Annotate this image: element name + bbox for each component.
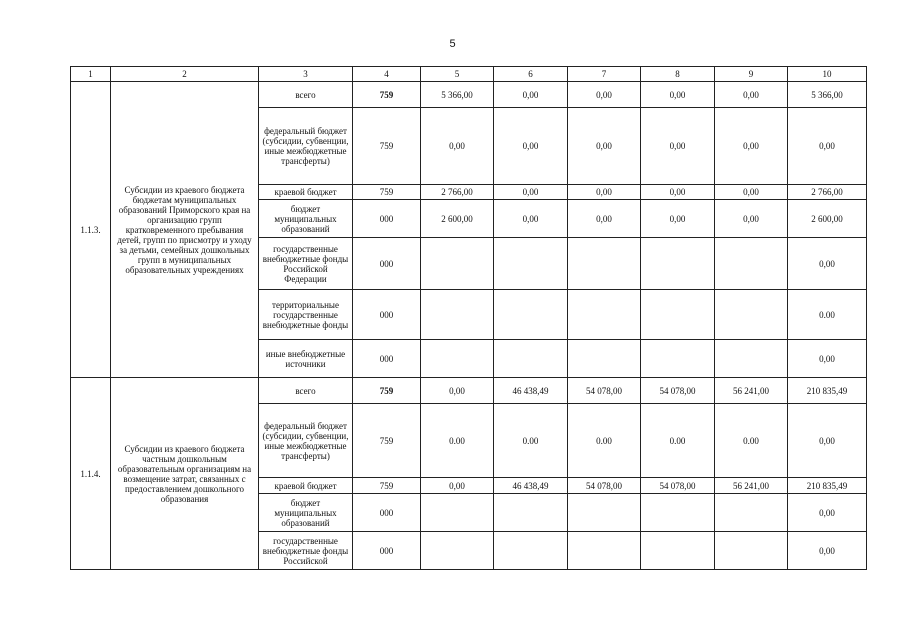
source-cell: иные внебюджетные источники xyxy=(259,340,353,378)
value-cell: 0,00 xyxy=(421,378,494,404)
value-cell: 2 600,00 xyxy=(788,200,867,238)
code-cell: 759 xyxy=(353,478,421,494)
source-cell: всего xyxy=(259,378,353,404)
value-cell: 0,00 xyxy=(568,200,641,238)
value-cell: 46 438,49 xyxy=(494,478,568,494)
value-cell: 0,00 xyxy=(788,404,867,478)
value-cell xyxy=(421,494,494,532)
value-cell: 0.00 xyxy=(568,404,641,478)
value-cell xyxy=(568,494,641,532)
value-cell: 2 766,00 xyxy=(421,185,494,200)
source-cell: бюджет муниципальных образований xyxy=(259,494,353,532)
code-cell: 759 xyxy=(353,185,421,200)
value-cell: 210 835,49 xyxy=(788,378,867,404)
value-cell: 0,00 xyxy=(421,108,494,185)
header-row xyxy=(71,67,867,82)
source-cell: федеральный бюджет (субсидии, субвенции, иные межбюджетные трансферты) xyxy=(259,108,353,185)
item-number: 1.1.4. xyxy=(71,378,111,570)
code-cell: 759 xyxy=(353,404,421,478)
value-cell: 54 078,00 xyxy=(641,478,715,494)
value-cell xyxy=(494,238,568,290)
header-cell: 5 xyxy=(421,67,494,82)
source-cell: государственные внебюджетные фонды Российской xyxy=(259,532,353,570)
value-cell: 0,00 xyxy=(715,82,788,108)
value-cell: 0,00 xyxy=(715,108,788,185)
source-cell: государственные внебюджетные фонды Российской Федерации xyxy=(259,238,353,290)
code-cell: 000 xyxy=(353,532,421,570)
header-cell: 3 xyxy=(259,67,353,82)
value-cell xyxy=(715,494,788,532)
header-cell: 9 xyxy=(715,67,788,82)
value-cell xyxy=(568,532,641,570)
value-cell: 0,00 xyxy=(788,340,867,378)
value-cell: 210 835,49 xyxy=(788,478,867,494)
value-cell: 0,00 xyxy=(494,108,568,185)
source-cell: всего xyxy=(259,82,353,108)
value-cell: 46 438,49 xyxy=(494,378,568,404)
value-cell: 0.00 xyxy=(421,404,494,478)
code-cell: 000 xyxy=(353,494,421,532)
code-cell: 000 xyxy=(353,290,421,340)
value-cell xyxy=(641,340,715,378)
value-cell xyxy=(641,238,715,290)
value-cell: 0,00 xyxy=(421,478,494,494)
value-cell xyxy=(641,290,715,340)
value-cell: 0,00 xyxy=(568,185,641,200)
header-cell: 7 xyxy=(568,67,641,82)
value-cell xyxy=(568,238,641,290)
source-cell: краевой бюджет xyxy=(259,478,353,494)
source-cell: краевой бюджет xyxy=(259,185,353,200)
value-cell: 5 366,00 xyxy=(421,82,494,108)
value-cell xyxy=(421,290,494,340)
source-cell: территориальные государственные внебюджетные фонды xyxy=(259,290,353,340)
value-cell: 0,00 xyxy=(568,82,641,108)
value-cell: 0,00 xyxy=(641,108,715,185)
value-cell xyxy=(568,340,641,378)
value-cell: 0,00 xyxy=(494,185,568,200)
code-cell: 000 xyxy=(353,340,421,378)
value-cell: 54 078,00 xyxy=(641,378,715,404)
value-cell xyxy=(715,532,788,570)
value-cell xyxy=(715,238,788,290)
header-cell: 10 xyxy=(788,67,867,82)
value-cell xyxy=(494,532,568,570)
value-cell xyxy=(421,532,494,570)
value-cell: 0,00 xyxy=(568,108,641,185)
value-cell: 0.00 xyxy=(641,404,715,478)
code-cell: 759 xyxy=(353,82,421,108)
header-cell: 2 xyxy=(111,67,259,82)
value-cell: 0,00 xyxy=(494,200,568,238)
value-cell: 0,00 xyxy=(641,200,715,238)
value-cell: 0.00 xyxy=(788,290,867,340)
value-cell: 56 241,00 xyxy=(715,378,788,404)
value-cell xyxy=(715,340,788,378)
code-cell: 759 xyxy=(353,378,421,404)
code-cell: 759 xyxy=(353,108,421,185)
value-cell: 0,00 xyxy=(788,238,867,290)
value-cell xyxy=(494,340,568,378)
value-cell: 56 241,00 xyxy=(715,478,788,494)
value-cell: 0,00 xyxy=(788,532,867,570)
value-cell xyxy=(421,340,494,378)
item-description: Субсидии из краевого бюджета частным дошкольным образовательным организациям на возмещение затрат, связанных с предоставлением дошкольного образования xyxy=(111,378,259,570)
value-cell: 0.00 xyxy=(715,404,788,478)
value-cell: 0,00 xyxy=(788,494,867,532)
header-cell: 4 xyxy=(353,67,421,82)
code-cell: 000 xyxy=(353,200,421,238)
value-cell xyxy=(421,238,494,290)
code-cell: 000 xyxy=(353,238,421,290)
value-cell xyxy=(568,290,641,340)
source-cell: федеральный бюджет (субсидии, субвенции, иные межбюджетные трансферты) xyxy=(259,404,353,478)
item-number: 1.1.3. xyxy=(71,82,111,378)
value-cell: 0.00 xyxy=(494,404,568,478)
value-cell: 2 766,00 xyxy=(788,185,867,200)
value-cell: 0,00 xyxy=(641,82,715,108)
value-cell: 54 078,00 xyxy=(568,478,641,494)
page-number: 5 xyxy=(449,38,456,50)
value-cell: 0,00 xyxy=(715,200,788,238)
value-cell xyxy=(494,494,568,532)
item-description: Субсидии из краевого бюджета бюджетам муниципальных образований Приморского края на организацию групп кратковременного пребывания детей, групп по присмотру и уходу за детьми, семейных дошкольных групп в муниципальных образовательных учреждениях xyxy=(111,82,259,378)
header-cell: 6 xyxy=(494,67,568,82)
value-cell: 0,00 xyxy=(715,185,788,200)
value-cell: 0,00 xyxy=(641,185,715,200)
value-cell: 2 600,00 xyxy=(421,200,494,238)
header-cell: 8 xyxy=(641,67,715,82)
value-cell xyxy=(641,494,715,532)
value-cell: 54 078,00 xyxy=(568,378,641,404)
budget-table xyxy=(70,66,867,570)
table-row xyxy=(71,82,867,108)
table-row xyxy=(71,378,867,404)
value-cell: 0,00 xyxy=(494,82,568,108)
header-cell: 1 xyxy=(71,67,111,82)
value-cell xyxy=(641,532,715,570)
value-cell xyxy=(715,290,788,340)
value-cell xyxy=(494,290,568,340)
value-cell: 0,00 xyxy=(788,108,867,185)
value-cell: 5 366,00 xyxy=(788,82,867,108)
source-cell: бюджет муниципальных образований xyxy=(259,200,353,238)
